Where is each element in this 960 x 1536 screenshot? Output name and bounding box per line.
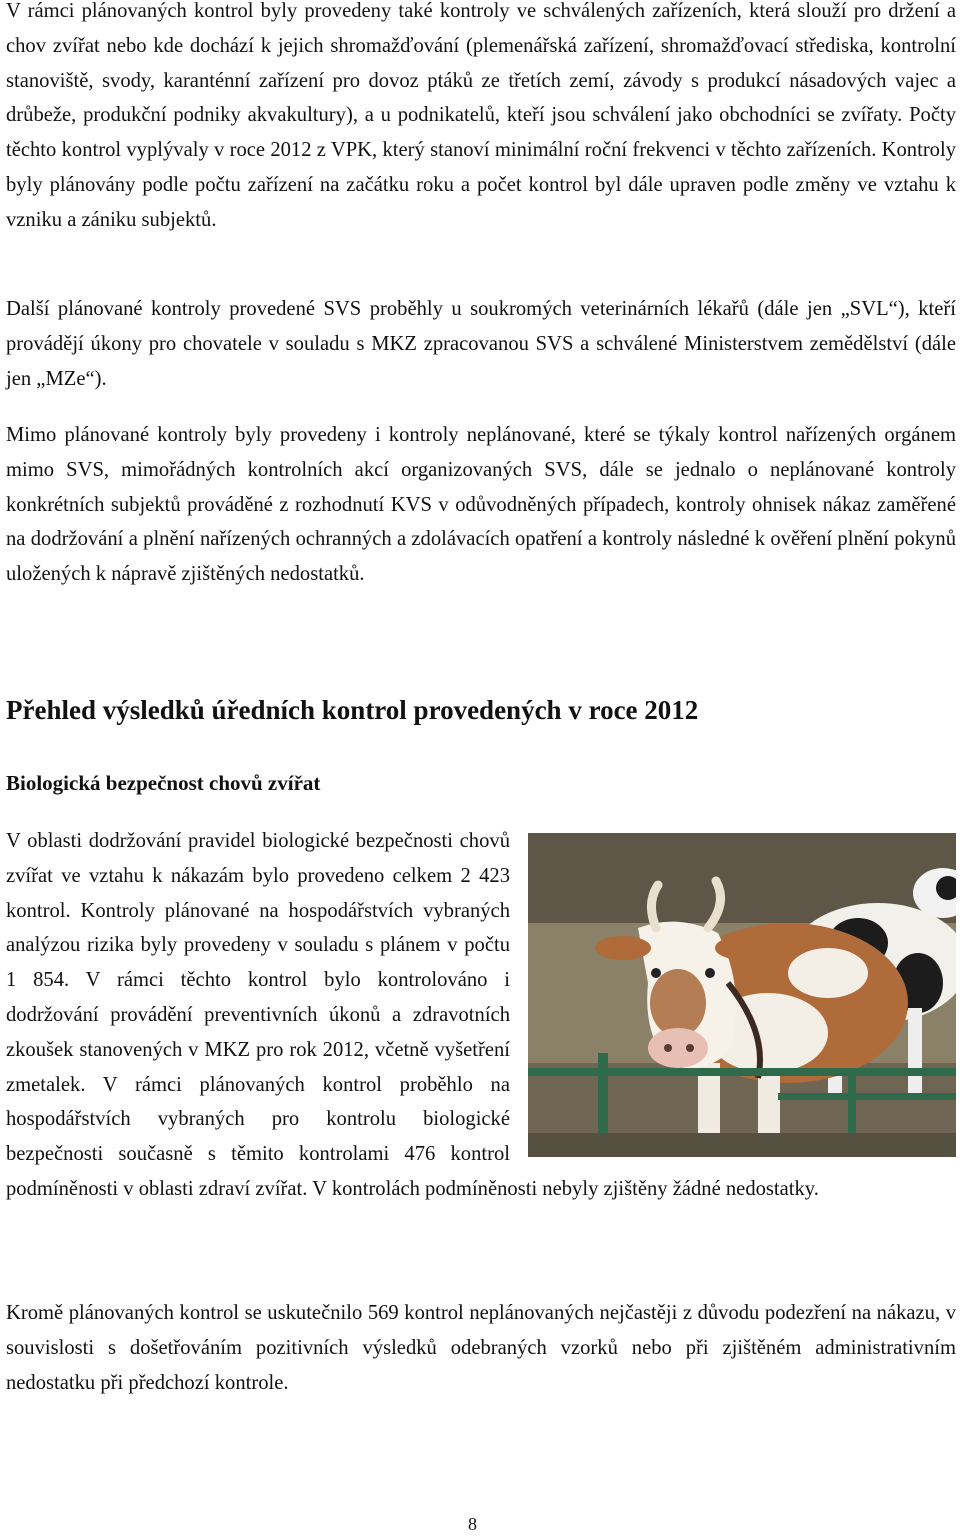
subsection-heading: Biologická bezpečnost chovů zvířat bbox=[6, 771, 321, 795]
paragraph-biosecurity: V oblasti dodržování pravidel biologické bezpečnosti chovů zvířat ve vztahu k nákazám bylo provedeno celkem 2 423 kontrol. Kontroly plánované na hospodářstvích vybraných analýzou rizika byly provedeny v souladu s plánem v počtu 1 854. V rámci těchto kontrol bylo kontrolováno i dodržování provádění preventivních úkonů a zdravotních zkoušek stanovených v MKZ pro rok 2012, včetně vyšetření zmetalek. V rámci plánovaných kontrol proběhlo na hospodářstvích vybraných pro kontrolu biologické bezpečnosti současně s těmito kontrolami 476 kontrol podmíněnosti v oblasti zdraví zvířat. V kontrolách podmíněnosti nebyly zjištěny žádné nedostatky. bbox=[6, 830, 819, 1200]
cow-photo bbox=[528, 833, 956, 1157]
page-number: 8 bbox=[468, 1514, 477, 1534]
biosecurity-block bbox=[6, 824, 956, 1207]
section-heading: Přehled výsledků úředních kontrol provedených v roce 2012 bbox=[6, 695, 699, 725]
cow-illustration bbox=[528, 833, 956, 1157]
paragraph-unplanned-controls: Mimo plánované kontroly byly provedeny i kontroly neplánované, které se týkaly kontrol nařízených orgánem mimo SVS, mimořádných kontrolních akcí organizovaných SVS, dále se jednalo o neplánované kontroly konkrétních subjektů prováděné z rozhodnutí KVS v odůvodněných případech, kontroly ohnisek nákaz zaměřené na dodržování a plnění nařízených ochranných a zdolávacích opatření a kontroly následné k ověření plnění pokynů uložených k nápravě zjištěných nedostatků. bbox=[6, 424, 956, 586]
paragraph-unplanned-biosecurity: Kromě plánovaných kontrol se uskutečnilo 569 kontrol neplánovaných nejčastěji z důvodu podezření na nákazu, v souvislosti s došetřováním pozitivních výsledků odebraných vzorků nebo při zjištěném administrativním nedostatku při předchozí kontrole. bbox=[6, 1302, 956, 1394]
paragraph-approved-facilities: V rámci plánovaných kontrol byly provedeny také kontroly ve schválených zařízeních, která slouží pro držení a chov zvířat nebo kde dochází k jejich shromažďování (plemenářská zařízení, shromažďovací střediska, kontrolní stanoviště, svody, karanténní zařízení pro dovoz ptáků ze třetích zemí, závody s produkcí násadových vajec a drůbeže, produkční podniky akvakultury), a u podnikatelů, kteří jsou schválení jako obchodníci se zvířaty. Počty těchto kontrol vyplývaly v roce 2012 z VPK, který stanoví minimální roční frekvenci v těchto zařízeních. Kontroly byly plánovány podle počtu zařízení na začátku roku a počet kontrol byl dále upraven podle změny ve vztahu k vzniku a zániku subjektů. bbox=[6, 0, 956, 231]
paragraph-private-vets: Další plánované kontroly provedené SVS proběhly u soukromých veterinárních lékařů (dále jen „SVL“), kteří provádějí úkony pro chovatele v souladu s MKZ zpracovanou SVS a schválené Ministerstvem zemědělství (dále jen „MZe“). bbox=[6, 298, 956, 390]
